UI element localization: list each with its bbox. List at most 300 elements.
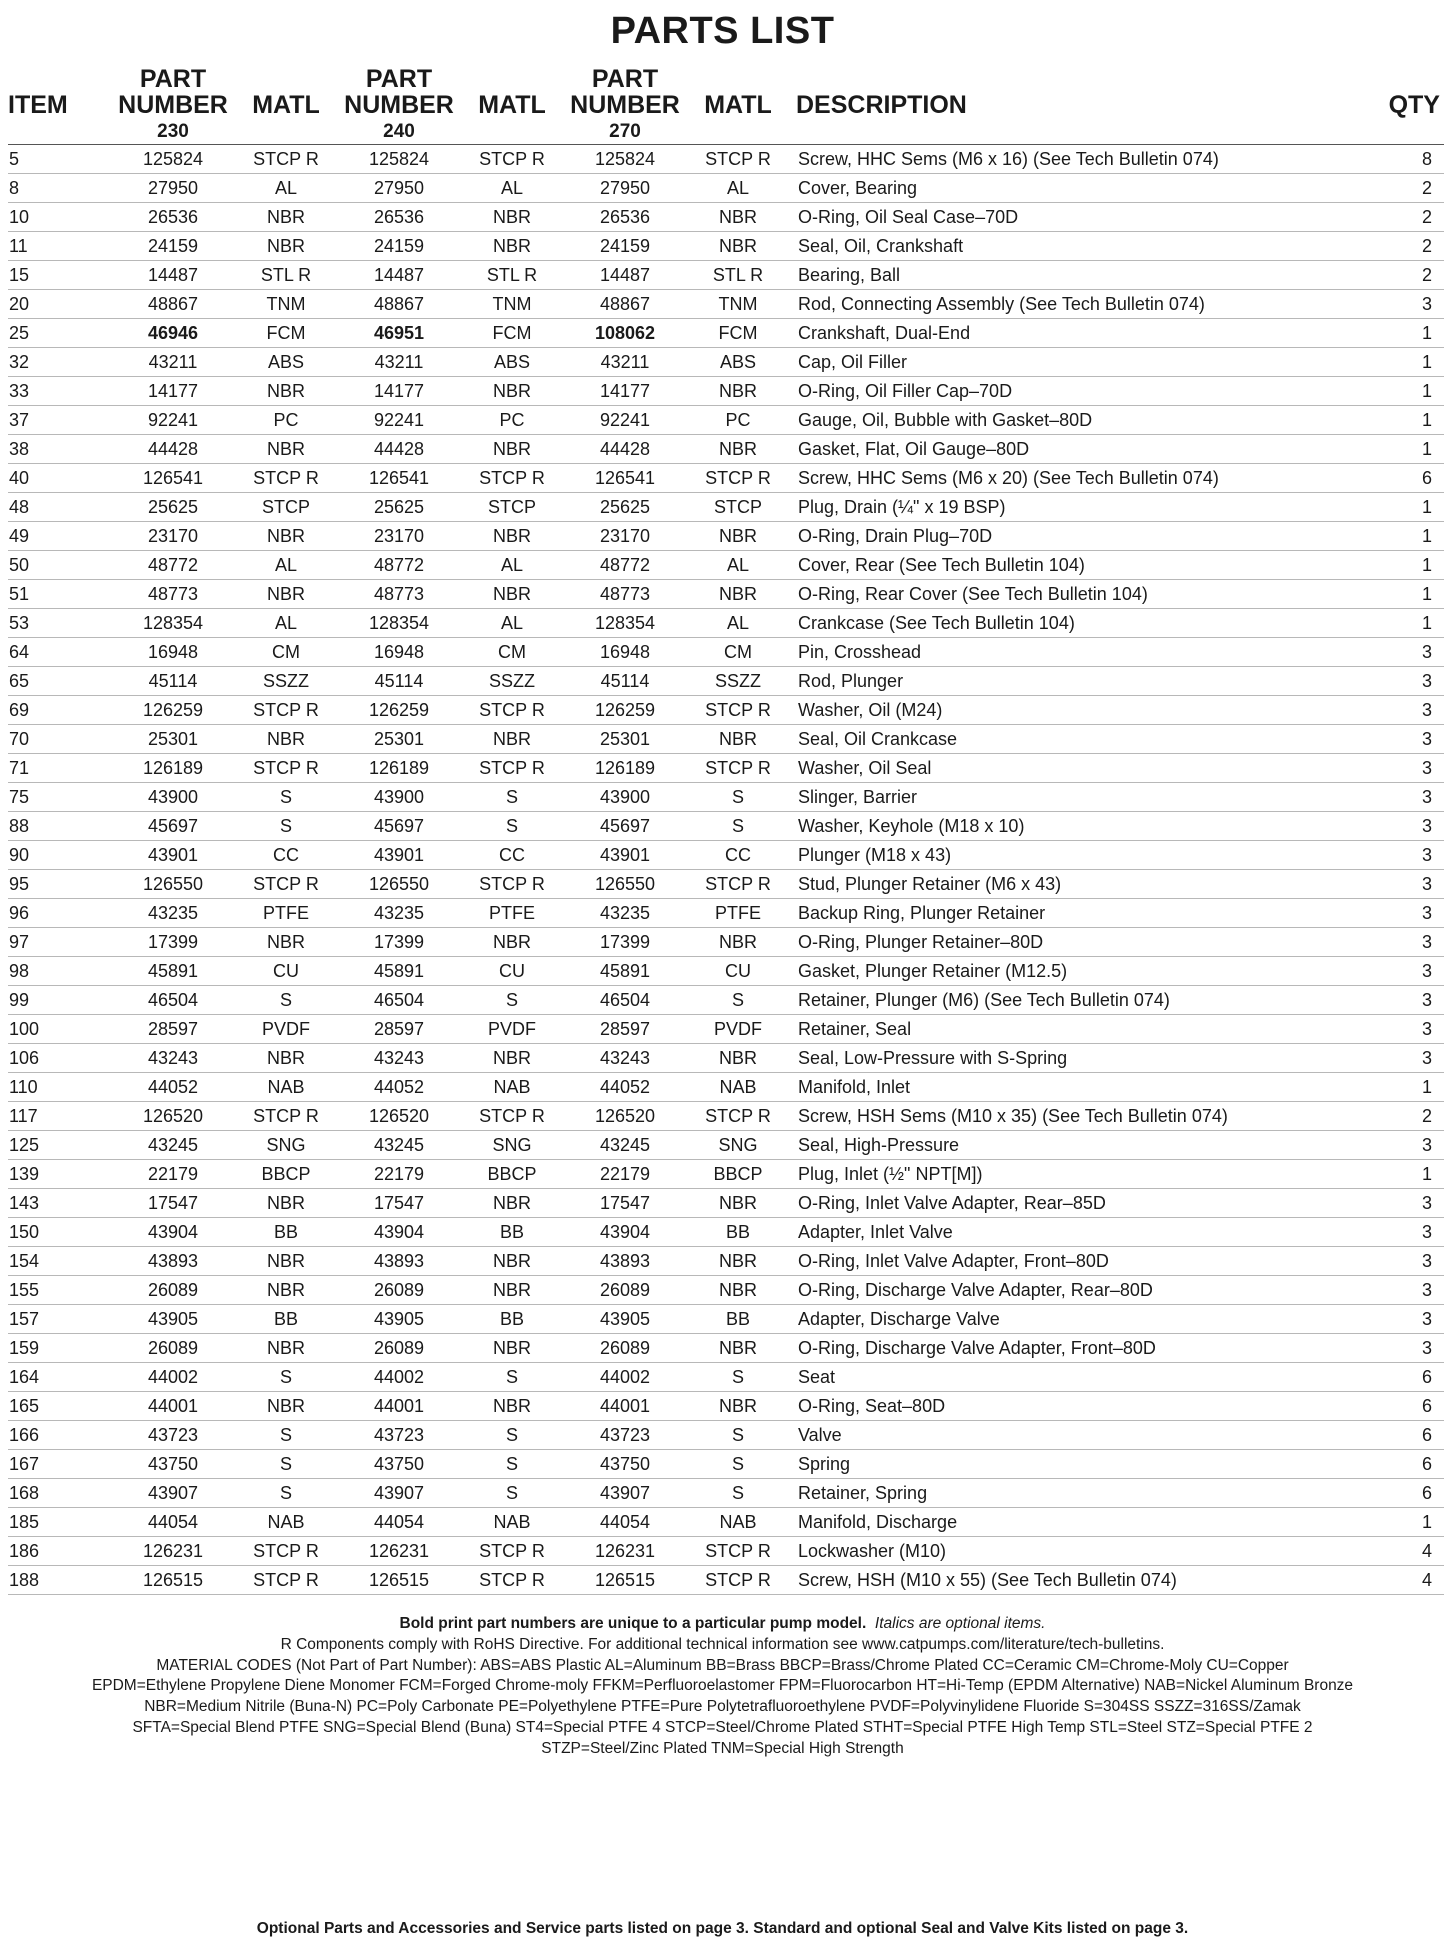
material: S xyxy=(228,1450,344,1479)
table-row xyxy=(8,464,1444,493)
part-number: 28597 xyxy=(118,1015,228,1044)
table-row xyxy=(8,1276,1444,1305)
material: CC xyxy=(454,841,570,870)
part-number: 126550 xyxy=(344,870,454,899)
material: TNM xyxy=(228,290,344,319)
part-number: 45697 xyxy=(570,812,680,841)
part-number: 45891 xyxy=(344,957,454,986)
material: NBR xyxy=(680,1189,796,1218)
material: STCP xyxy=(228,493,344,522)
part-number: 45114 xyxy=(570,667,680,696)
part-number: 126550 xyxy=(118,870,228,899)
part-number: 43904 xyxy=(344,1218,454,1247)
quantity: 3 xyxy=(1376,1218,1444,1247)
part-number: 48867 xyxy=(118,290,228,319)
part-number: 126520 xyxy=(118,1102,228,1131)
quantity: 3 xyxy=(1376,986,1444,1015)
material: STCP R xyxy=(454,754,570,783)
item-number: 5 xyxy=(8,145,118,174)
material: SNG xyxy=(680,1131,796,1160)
table-row xyxy=(8,522,1444,551)
item-number: 106 xyxy=(8,1044,118,1073)
material: NBR xyxy=(454,1392,570,1421)
material: STCP R xyxy=(680,696,796,725)
quantity: 8 xyxy=(1376,145,1444,174)
part-number: 92241 xyxy=(118,406,228,435)
part-number: 126259 xyxy=(344,696,454,725)
material: STCP R xyxy=(454,1102,570,1131)
table-row xyxy=(8,580,1444,609)
item-number: 15 xyxy=(8,261,118,290)
material: NBR xyxy=(454,232,570,261)
table-row xyxy=(8,725,1444,754)
part-number: 23170 xyxy=(118,522,228,551)
description: Lockwasher (M10) xyxy=(796,1537,1376,1566)
part-number: 44428 xyxy=(570,435,680,464)
material: STCP R xyxy=(454,145,570,174)
material: STCP R xyxy=(228,464,344,493)
part-number: 16948 xyxy=(570,638,680,667)
item-number: 38 xyxy=(8,435,118,464)
material: STCP R xyxy=(228,870,344,899)
part-number: 46504 xyxy=(344,986,454,1015)
header-description: DESCRIPTION xyxy=(796,91,967,119)
material: AL xyxy=(680,551,796,580)
part-number: 46951 xyxy=(344,319,454,348)
part-number: 43750 xyxy=(570,1450,680,1479)
material: S xyxy=(680,783,796,812)
part-number: 25301 xyxy=(570,725,680,754)
material: STCP R xyxy=(228,1566,344,1595)
part-number: 17399 xyxy=(118,928,228,957)
description: O-Ring, Rear Cover (See Tech Bulletin 104) xyxy=(796,580,1376,609)
part-number: 92241 xyxy=(344,406,454,435)
material: BB xyxy=(228,1305,344,1334)
description: O-Ring, Inlet Valve Adapter, Front–80D xyxy=(796,1247,1376,1276)
material: NBR xyxy=(454,377,570,406)
description: Seal, Oil, Crankshaft xyxy=(796,232,1376,261)
part-number: 43211 xyxy=(570,348,680,377)
table-row xyxy=(8,667,1444,696)
part-number: 43235 xyxy=(344,899,454,928)
material: NBR xyxy=(454,1044,570,1073)
material: PTFE xyxy=(680,899,796,928)
part-number: 45891 xyxy=(570,957,680,986)
quantity: 1 xyxy=(1376,1073,1444,1102)
item-number: 71 xyxy=(8,754,118,783)
material: NBR xyxy=(454,435,570,464)
part-number: 23170 xyxy=(570,522,680,551)
notes xyxy=(0,1614,1445,1760)
part-number: 27950 xyxy=(344,174,454,203)
part-number: 48772 xyxy=(344,551,454,580)
description: O-Ring, Oil Filler Cap–70D xyxy=(796,377,1376,406)
quantity: 2 xyxy=(1376,174,1444,203)
description: Cover, Bearing xyxy=(796,174,1376,203)
material: BB xyxy=(454,1305,570,1334)
quantity: 1 xyxy=(1376,377,1444,406)
table-row xyxy=(8,1450,1444,1479)
item-number: 96 xyxy=(8,899,118,928)
material: NBR xyxy=(454,203,570,232)
part-number: 26089 xyxy=(570,1334,680,1363)
material: NBR xyxy=(228,1044,344,1073)
table-body xyxy=(8,145,1444,1595)
part-number: 125824 xyxy=(344,145,454,174)
description: Seal, High-Pressure xyxy=(796,1131,1376,1160)
part-number: 26089 xyxy=(570,1276,680,1305)
table-row xyxy=(8,174,1444,203)
header-matl-2: MATL xyxy=(478,91,546,119)
quantity: 1 xyxy=(1376,348,1444,377)
part-number: 126515 xyxy=(118,1566,228,1595)
part-number: 43893 xyxy=(344,1247,454,1276)
material: S xyxy=(680,812,796,841)
material: NAB xyxy=(680,1073,796,1102)
part-number: 126259 xyxy=(118,696,228,725)
material: NBR xyxy=(454,928,570,957)
table-row xyxy=(8,986,1444,1015)
material: STCP R xyxy=(680,145,796,174)
part-number: 16948 xyxy=(344,638,454,667)
table-row xyxy=(8,1247,1444,1276)
material: S xyxy=(680,986,796,1015)
description: Slinger, Barrier xyxy=(796,783,1376,812)
material: NBR xyxy=(228,1247,344,1276)
material: ABS xyxy=(680,348,796,377)
material: S xyxy=(680,1479,796,1508)
part-number: 126541 xyxy=(570,464,680,493)
item-number: 159 xyxy=(8,1334,118,1363)
part-number: 43235 xyxy=(570,899,680,928)
part-number: 126520 xyxy=(570,1102,680,1131)
table-row xyxy=(8,783,1444,812)
description: Manifold, Discharge xyxy=(796,1508,1376,1537)
quantity: 2 xyxy=(1376,232,1444,261)
material: NBR xyxy=(228,725,344,754)
material: S xyxy=(454,1479,570,1508)
part-number: 126515 xyxy=(570,1566,680,1595)
description: Gauge, Oil, Bubble with Gasket–80D xyxy=(796,406,1376,435)
part-number: 48773 xyxy=(344,580,454,609)
material: SNG xyxy=(454,1131,570,1160)
item-number: 188 xyxy=(8,1566,118,1595)
material: SSZZ xyxy=(228,667,344,696)
quantity: 3 xyxy=(1376,1305,1444,1334)
quantity: 6 xyxy=(1376,1479,1444,1508)
part-number: 48772 xyxy=(118,551,228,580)
part-number: 43904 xyxy=(570,1218,680,1247)
parts-table xyxy=(8,64,1444,1595)
part-number: 43243 xyxy=(118,1044,228,1073)
material: NBR xyxy=(454,725,570,754)
part-number: 22179 xyxy=(344,1160,454,1189)
item-number: 185 xyxy=(8,1508,118,1537)
item-number: 90 xyxy=(8,841,118,870)
material: NBR xyxy=(680,435,796,464)
description: Seal, Oil Crankcase xyxy=(796,725,1376,754)
quantity: 1 xyxy=(1376,1508,1444,1537)
table-row xyxy=(8,1189,1444,1218)
item-number: 32 xyxy=(8,348,118,377)
quantity: 2 xyxy=(1376,203,1444,232)
item-number: 117 xyxy=(8,1102,118,1131)
material: STCP R xyxy=(680,1102,796,1131)
material: NAB xyxy=(228,1508,344,1537)
material: S xyxy=(228,1363,344,1392)
quantity: 3 xyxy=(1376,696,1444,725)
material: STCP R xyxy=(454,1566,570,1595)
model-270: 270 xyxy=(570,118,680,145)
part-number: 45697 xyxy=(118,812,228,841)
part-number: 43905 xyxy=(344,1305,454,1334)
material: NBR xyxy=(680,928,796,957)
quantity: 1 xyxy=(1376,522,1444,551)
quantity: 1 xyxy=(1376,1160,1444,1189)
description: Bearing, Ball xyxy=(796,261,1376,290)
part-number: 43245 xyxy=(570,1131,680,1160)
part-number: 44001 xyxy=(344,1392,454,1421)
material: PTFE xyxy=(454,899,570,928)
material: S xyxy=(228,1479,344,1508)
part-number: 45891 xyxy=(118,957,228,986)
description: Washer, Keyhole (M18 x 10) xyxy=(796,812,1376,841)
part-number: 45697 xyxy=(344,812,454,841)
material: STL R xyxy=(454,261,570,290)
description: Valve xyxy=(796,1421,1376,1450)
material: NBR xyxy=(680,725,796,754)
item-number: 100 xyxy=(8,1015,118,1044)
material: S xyxy=(680,1421,796,1450)
description: Stud, Plunger Retainer (M6 x 43) xyxy=(796,870,1376,899)
part-number: 23170 xyxy=(344,522,454,551)
note-rohs: R Components comply with RoHS Directive. For additional technical information see www.catpumps.com/literature/tech-bulletins. xyxy=(280,1635,1165,1653)
footer-note: Optional Parts and Accessories and Service parts listed on page 3. Standard and optional Seal and Valve Kits listed on page 3. xyxy=(256,1920,1189,1937)
material: CU xyxy=(228,957,344,986)
part-number: 25625 xyxy=(570,493,680,522)
quantity: 1 xyxy=(1376,435,1444,464)
description: Screw, HSH (M10 x 55) (See Tech Bulletin 074) xyxy=(796,1566,1376,1595)
material: NAB xyxy=(228,1073,344,1102)
material: S xyxy=(454,1363,570,1392)
header-matl-1: MATL xyxy=(252,91,320,119)
quantity: 3 xyxy=(1376,899,1444,928)
part-number: 25625 xyxy=(344,493,454,522)
part-number: 14487 xyxy=(118,261,228,290)
material: NBR xyxy=(228,435,344,464)
table-row xyxy=(8,232,1444,261)
table-row xyxy=(8,551,1444,580)
item-number: 98 xyxy=(8,957,118,986)
quantity: 3 xyxy=(1376,754,1444,783)
part-number: 26089 xyxy=(118,1276,228,1305)
part-number: 26089 xyxy=(344,1334,454,1363)
description: Cap, Oil Filler xyxy=(796,348,1376,377)
material: BB xyxy=(680,1305,796,1334)
part-number: 48867 xyxy=(344,290,454,319)
header-qty: QTY xyxy=(1388,91,1440,119)
item-number: 75 xyxy=(8,783,118,812)
part-number: 26536 xyxy=(344,203,454,232)
part-number: 44001 xyxy=(570,1392,680,1421)
part-number: 44428 xyxy=(344,435,454,464)
material: STCP R xyxy=(228,145,344,174)
part-number: 126541 xyxy=(118,464,228,493)
quantity: 3 xyxy=(1376,667,1444,696)
part-number: 14487 xyxy=(570,261,680,290)
table-row xyxy=(8,870,1444,899)
quantity: 6 xyxy=(1376,1392,1444,1421)
description: Crankshaft, Dual-End xyxy=(796,319,1376,348)
part-number: 43893 xyxy=(118,1247,228,1276)
material: NBR xyxy=(680,1247,796,1276)
description: O-Ring, Discharge Valve Adapter, Front–80D xyxy=(796,1334,1376,1363)
part-number: 126231 xyxy=(570,1537,680,1566)
header-part-number-3: PART NUMBER xyxy=(570,65,680,119)
quantity: 3 xyxy=(1376,783,1444,812)
table-row xyxy=(8,435,1444,464)
part-number: 43901 xyxy=(570,841,680,870)
material: NBR xyxy=(680,203,796,232)
table-row xyxy=(8,1102,1444,1131)
material: AL xyxy=(680,609,796,638)
part-number: 43893 xyxy=(570,1247,680,1276)
description: Adapter, Inlet Valve xyxy=(796,1218,1376,1247)
material: PC xyxy=(680,406,796,435)
quantity: 6 xyxy=(1376,1450,1444,1479)
header-part-number-2: PART NUMBER xyxy=(344,65,454,119)
material: NBR xyxy=(680,232,796,261)
quantity: 3 xyxy=(1376,290,1444,319)
material: PC xyxy=(228,406,344,435)
part-number: 25625 xyxy=(118,493,228,522)
description: Manifold, Inlet xyxy=(796,1073,1376,1102)
part-number: 17399 xyxy=(570,928,680,957)
part-number: 44052 xyxy=(570,1073,680,1102)
part-number: 43723 xyxy=(570,1421,680,1450)
material: NBR xyxy=(228,203,344,232)
description: Spring xyxy=(796,1450,1376,1479)
material: ABS xyxy=(228,348,344,377)
material: S xyxy=(454,1421,570,1450)
part-number: 17547 xyxy=(344,1189,454,1218)
material: AL xyxy=(454,551,570,580)
description: O-Ring, Oil Seal Case–70D xyxy=(796,203,1376,232)
item-number: 69 xyxy=(8,696,118,725)
part-number: 43900 xyxy=(344,783,454,812)
part-number: 14177 xyxy=(344,377,454,406)
material-codes-line-4: SFTA=Special Blend PTFE SNG=Special Blend (Buna) ST4=Special PTFE 4 STCP=Steel/Chrome Plated STHT=Special PTFE High Temp STL=Steel STZ=Special PTFE 2 xyxy=(132,1718,1313,1736)
quantity: 6 xyxy=(1376,1421,1444,1450)
description: Crankcase (See Tech Bulletin 104) xyxy=(796,609,1376,638)
quantity: 1 xyxy=(1376,551,1444,580)
material: AL xyxy=(454,174,570,203)
description: Pin, Crosshead xyxy=(796,638,1376,667)
material: NBR xyxy=(228,522,344,551)
table-row xyxy=(8,348,1444,377)
part-number: 43900 xyxy=(118,783,228,812)
material-codes-line-3: NBR=Medium Nitrile (Buna-N) PC=Poly Carbonate PE=Polyethylene PTFE=Pure Polytetrafluoroethylene PVDF=Polyvinylidene Fluoride S=304SS SSZZ=316SS/Zamak xyxy=(144,1698,1301,1716)
part-number: 126550 xyxy=(570,870,680,899)
part-number: 46946 xyxy=(118,319,228,348)
description: Cover, Rear (See Tech Bulletin 104) xyxy=(796,551,1376,580)
material: STCP R xyxy=(228,1537,344,1566)
material: S xyxy=(228,812,344,841)
table-row xyxy=(8,841,1444,870)
part-number: 43750 xyxy=(118,1450,228,1479)
quantity: 3 xyxy=(1376,1044,1444,1073)
material: AL xyxy=(228,551,344,580)
part-number: 43211 xyxy=(118,348,228,377)
material: NBR xyxy=(228,1276,344,1305)
material: NBR xyxy=(454,1276,570,1305)
description: Washer, Oil (M24) xyxy=(796,696,1376,725)
table-row xyxy=(8,609,1444,638)
item-number: 186 xyxy=(8,1537,118,1566)
item-number: 40 xyxy=(8,464,118,493)
description: O-Ring, Seat–80D xyxy=(796,1392,1376,1421)
material: NBR xyxy=(228,1189,344,1218)
part-number: 14177 xyxy=(118,377,228,406)
description: Adapter, Discharge Valve xyxy=(796,1305,1376,1334)
material: NBR xyxy=(228,377,344,406)
material: STCP R xyxy=(680,464,796,493)
part-number: 46504 xyxy=(570,986,680,1015)
material: S xyxy=(454,1450,570,1479)
material: NBR xyxy=(228,928,344,957)
quantity: 3 xyxy=(1376,812,1444,841)
item-number: 167 xyxy=(8,1450,118,1479)
description: Plunger (M18 x 43) xyxy=(796,841,1376,870)
item-number: 25 xyxy=(8,319,118,348)
item-number: 50 xyxy=(8,551,118,580)
material: STL R xyxy=(228,261,344,290)
table-row xyxy=(8,1421,1444,1450)
part-number: 48867 xyxy=(570,290,680,319)
table-row xyxy=(8,493,1444,522)
item-number: 20 xyxy=(8,290,118,319)
quantity: 3 xyxy=(1376,638,1444,667)
quantity: 3 xyxy=(1376,928,1444,957)
part-number: 108062 xyxy=(570,319,680,348)
table-row xyxy=(8,1392,1444,1421)
quantity: 3 xyxy=(1376,1189,1444,1218)
quantity: 3 xyxy=(1376,1334,1444,1363)
material: PVDF xyxy=(228,1015,344,1044)
quantity: 1 xyxy=(1376,609,1444,638)
item-number: 154 xyxy=(8,1247,118,1276)
part-number: 44054 xyxy=(344,1508,454,1537)
material: AL xyxy=(228,609,344,638)
material-codes-line-1: MATERIAL CODES (Not Part of Part Number): ABS=ABS Plastic AL=Aluminum BB=Brass BBCP=Brass/Chrome Plated CC=Ceramic CM=Chrome-Moly CU=Copper xyxy=(156,1656,1289,1674)
table-row xyxy=(8,377,1444,406)
description: Screw, HHC Sems (M6 x 16) (See Tech Bulletin 074) xyxy=(796,145,1376,174)
material: STCP R xyxy=(680,1566,796,1595)
part-number: 24159 xyxy=(570,232,680,261)
material: AL xyxy=(454,609,570,638)
table-row xyxy=(8,1218,1444,1247)
material: CU xyxy=(680,957,796,986)
description: Seat xyxy=(796,1363,1376,1392)
material: CM xyxy=(680,638,796,667)
description: Gasket, Plunger Retainer (M12.5) xyxy=(796,957,1376,986)
part-number: 43243 xyxy=(344,1044,454,1073)
model-230: 230 xyxy=(118,118,228,145)
description: Plug, Inlet (½" NPT[M]) xyxy=(796,1160,1376,1189)
table-row xyxy=(8,754,1444,783)
part-number: 27950 xyxy=(570,174,680,203)
description: Retainer, Seal xyxy=(796,1015,1376,1044)
